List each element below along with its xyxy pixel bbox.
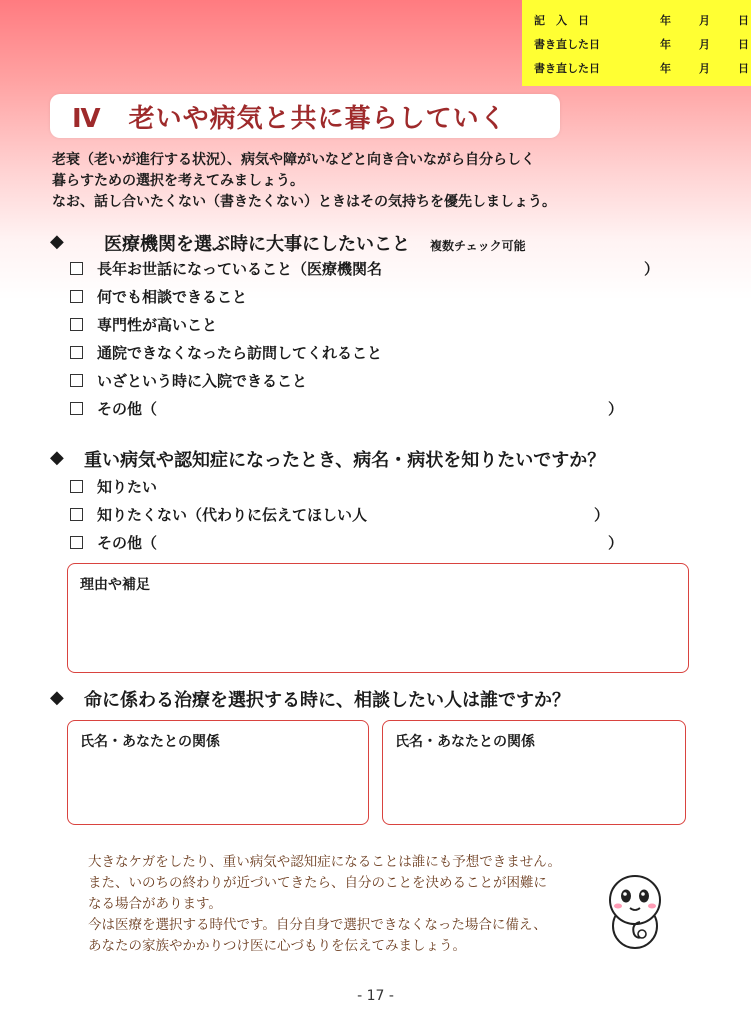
consult-person-box-2[interactable]: [382, 720, 686, 825]
date-row-rewrite-1: [534, 35, 749, 55]
checkbox-icon[interactable]: [70, 346, 83, 359]
footer-line: また、いのちの終わりが近づいてきたら、自分のことを決めることが困難に: [88, 875, 547, 891]
option-label: 何でも相談できること: [97, 288, 248, 306]
checkbox-icon[interactable]: [70, 318, 83, 331]
question-medical-institution: [104, 230, 526, 256]
footer-line: 大きなケガをしたり、重い病気や認知症になることは誰にも予想できません。: [88, 854, 562, 870]
year-unit: 年: [660, 62, 671, 75]
checkbox-icon[interactable]: [70, 374, 83, 387]
checkbox-icon[interactable]: [70, 262, 83, 275]
option-hospitalization[interactable]: [70, 368, 690, 394]
option-consult-anything[interactable]: [70, 284, 690, 310]
day-unit: 日: [738, 38, 749, 51]
option-dont-want-to-know[interactable]: [70, 502, 690, 528]
date-label: 記 入 日: [534, 14, 589, 27]
question-diagnosis-disclosure: 重い病気や認知症になったとき、病名・病状を知りたいですか？: [84, 450, 606, 471]
option-label: 知りたくない（代わりに伝えてほしい人: [97, 506, 368, 524]
option-long-relationship[interactable]: [70, 256, 690, 282]
footer-advice: [88, 852, 561, 957]
consult-person-box-1[interactable]: [67, 720, 369, 825]
option-want-to-know[interactable]: [70, 474, 690, 500]
question-consult-person: 命に係わる治療を選択する時に、相談したい人は誰ですか？: [84, 690, 570, 711]
question-text: 医療機関を選ぶ時に大事にしたいこと: [104, 234, 410, 255]
multi-check-note: 複数チェック可能: [430, 239, 526, 253]
option-label: その他（: [97, 400, 158, 418]
month-unit: 月: [699, 62, 710, 75]
day-unit: 日: [738, 14, 749, 27]
intro-line: 暮らすための選択を考えてみましょう。: [52, 173, 304, 189]
closing-paren: ）: [594, 506, 610, 524]
month-unit: 月: [699, 14, 710, 27]
closing-paren: ）: [608, 534, 624, 552]
option-specialized[interactable]: [70, 312, 690, 338]
option-other[interactable]: [70, 396, 690, 422]
date-label: 書き直した日: [534, 62, 600, 75]
mascot-character-icon: [604, 872, 666, 954]
name-relation-label: 氏名・あなたとの関係: [80, 734, 220, 750]
date-label: 書き直した日: [534, 38, 600, 51]
reason-label: 理由や補足: [80, 577, 150, 593]
checkbox-icon[interactable]: [70, 536, 83, 549]
page-number: - 17 -: [357, 988, 394, 1004]
option-other-2[interactable]: [70, 530, 690, 556]
page-title: Ⅳ 老いや病気と共に暮らしていく: [72, 104, 507, 134]
option-label: 知りたい: [97, 478, 158, 496]
intro-line: なお、話し合いたくない（書きたくない）ときはその気持ちを優先しましょう。: [52, 194, 556, 210]
section-title-box: [50, 94, 560, 138]
option-label: その他（: [97, 534, 158, 552]
footer-line: 今は医療を選択する時代です。自分自身で選択できなくなった場合に備え、: [88, 917, 547, 933]
option-home-visit[interactable]: [70, 340, 690, 366]
date-row-entry: [534, 11, 749, 31]
checkbox-icon[interactable]: [70, 508, 83, 521]
closing-paren: ）: [644, 260, 660, 278]
month-unit: 月: [699, 38, 710, 51]
option-label: 専門性が高いこと: [97, 316, 218, 334]
option-label: いざという時に入院できること: [97, 372, 308, 390]
date-row-rewrite-2: [534, 59, 749, 79]
closing-paren: ）: [608, 400, 624, 418]
option-label: 通院できなくなったら訪問してくれること: [97, 344, 383, 362]
year-unit: 年: [660, 38, 671, 51]
diamond-bullet-icon: ◆: [50, 231, 64, 252]
year-unit: 年: [660, 14, 671, 27]
footer-line: あなたの家族やかかりつけ医に心づもりを伝えてみましょう。: [88, 938, 466, 954]
checkbox-icon[interactable]: [70, 480, 83, 493]
footer-line: なる場合があります。: [88, 896, 222, 912]
intro-line: 老衰（老いが進行する状況）、病気や障がいなどと向き合いながら自分らしく: [52, 152, 535, 168]
option-label: 長年お世話になっていること（医療機関名: [97, 260, 383, 278]
checkbox-icon[interactable]: [70, 290, 83, 303]
intro-text: [52, 150, 556, 213]
date-record-box: [522, 0, 751, 86]
day-unit: 日: [738, 62, 749, 75]
diamond-bullet-icon: ◆: [50, 447, 64, 468]
diamond-bullet-icon: ◆: [50, 687, 64, 708]
name-relation-label: 氏名・あなたとの関係: [395, 734, 535, 750]
reason-input-box[interactable]: [67, 563, 689, 673]
checkbox-icon[interactable]: [70, 402, 83, 415]
